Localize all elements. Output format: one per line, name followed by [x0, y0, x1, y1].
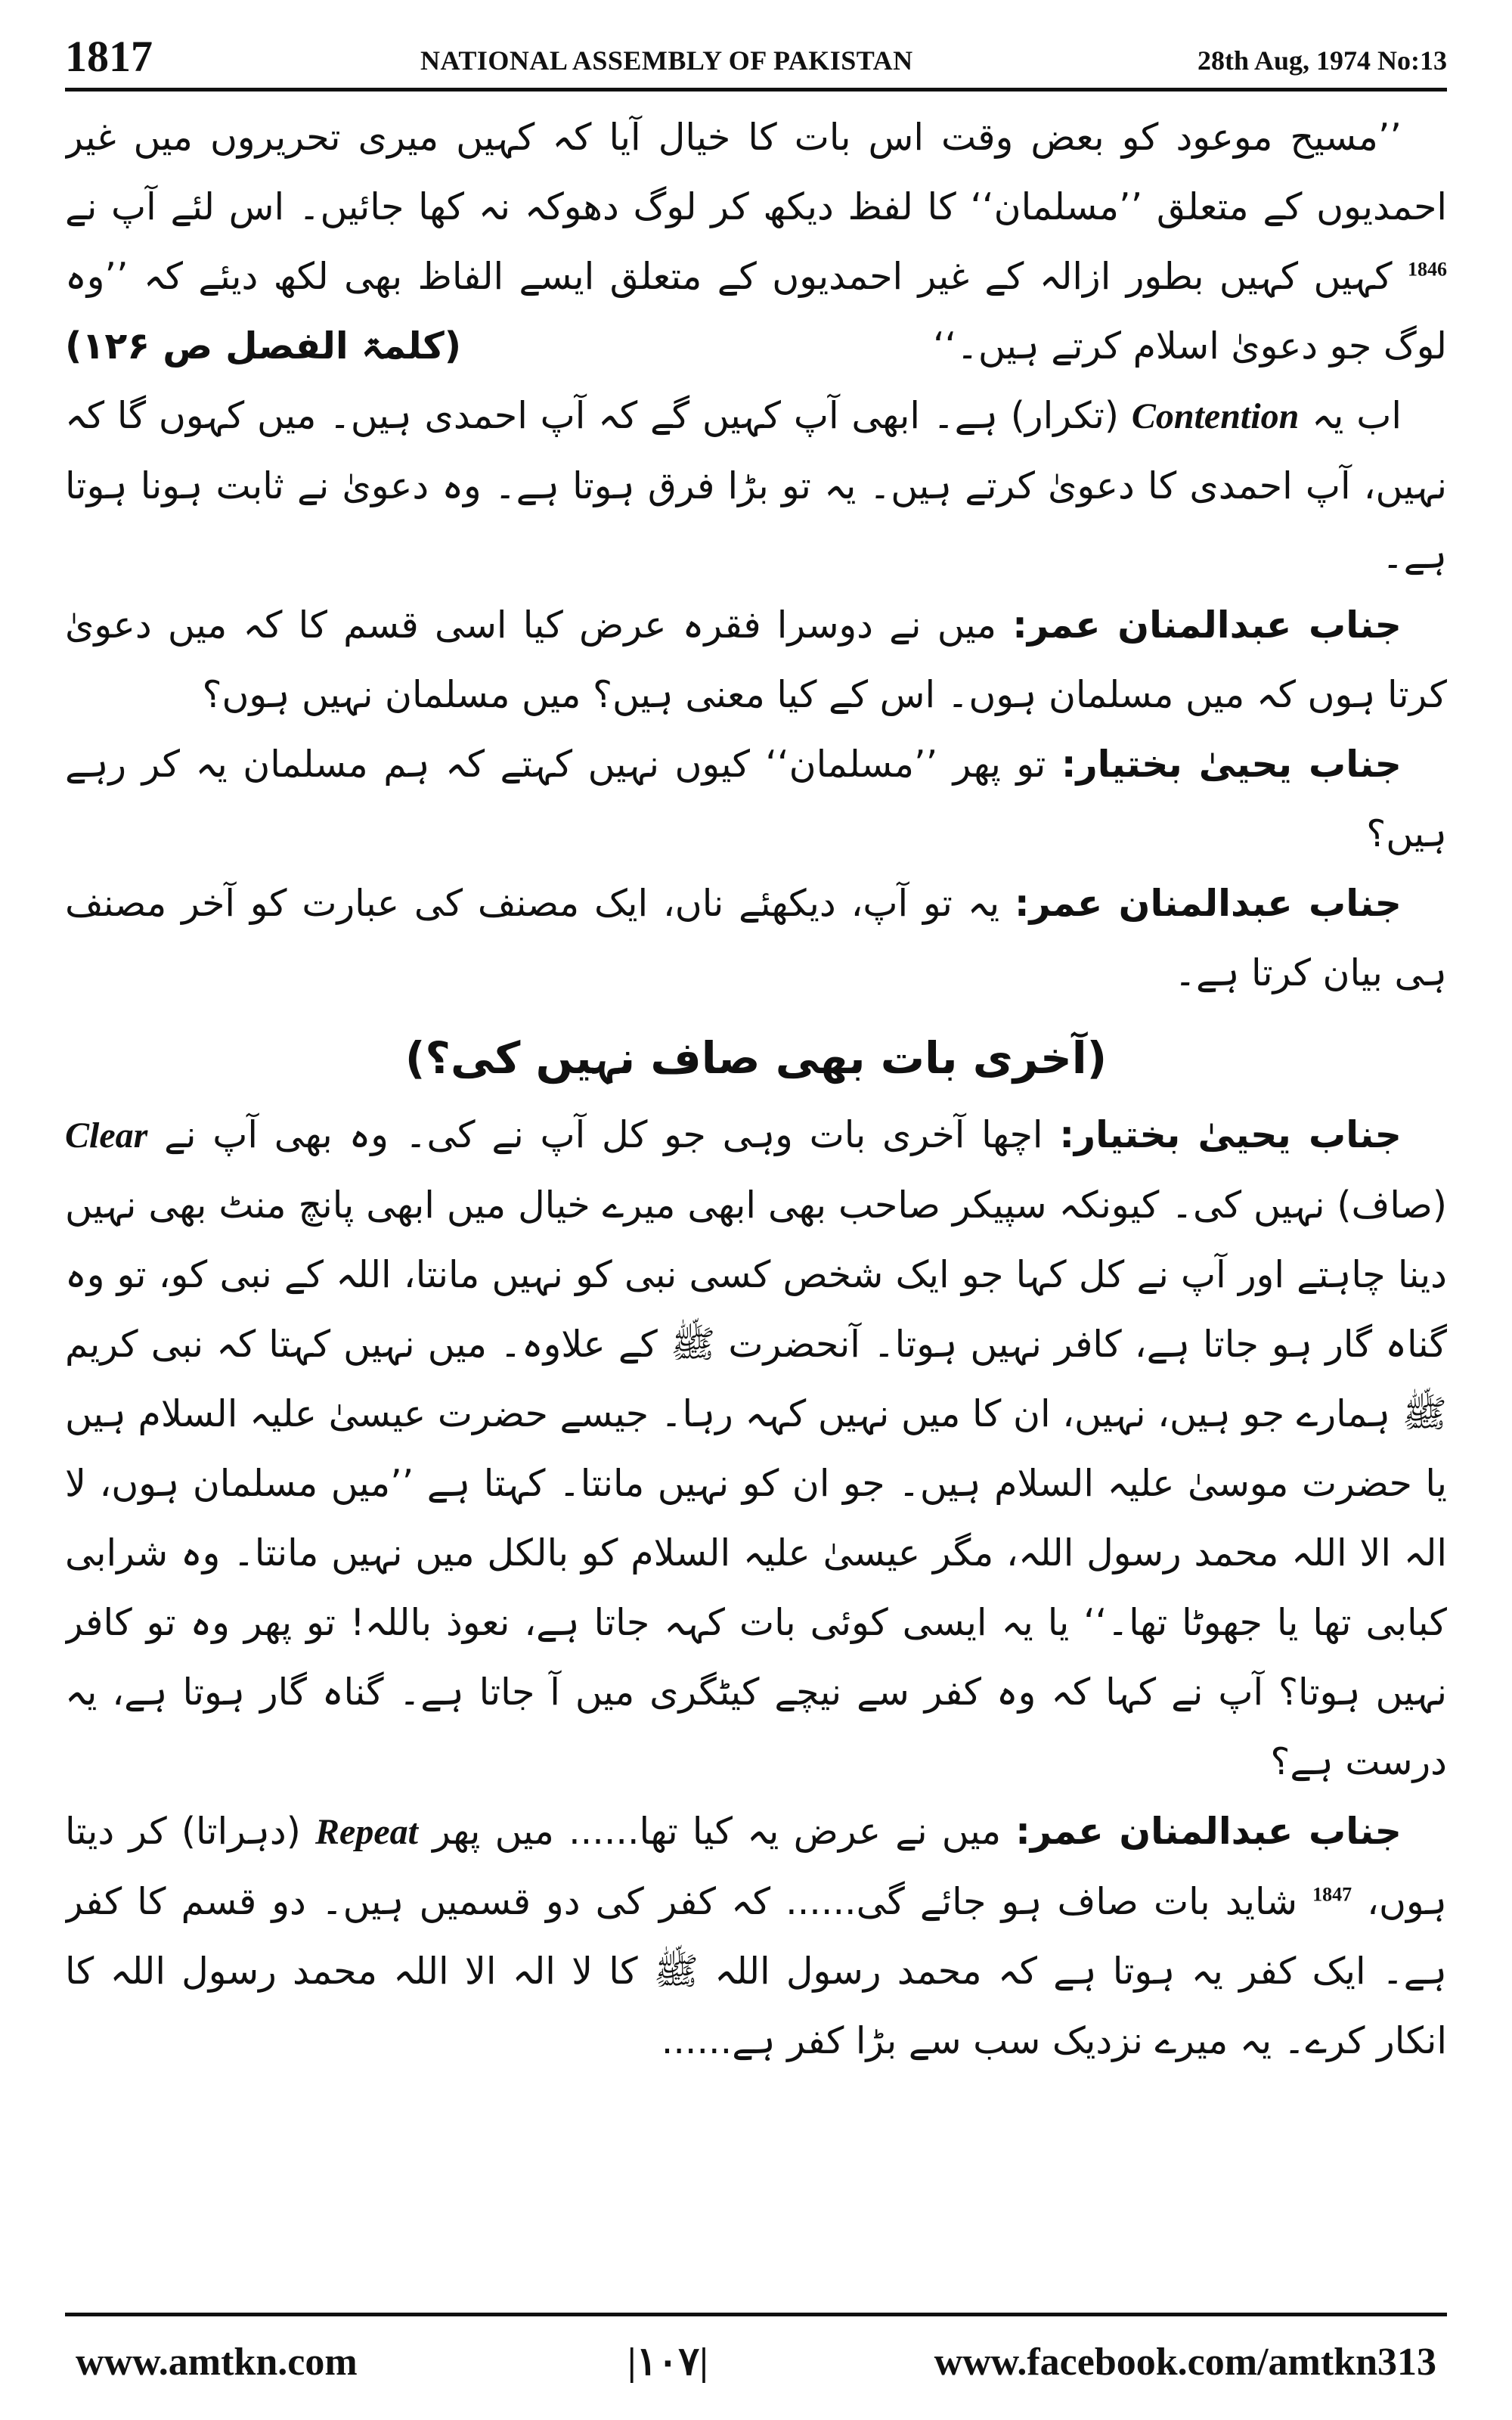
footnote-marker-1846: 1846	[1408, 258, 1447, 281]
header-date: 28th Aug, 1974 No:13	[1197, 45, 1447, 76]
speaker-label: جناب عبدالمنان عمر:	[1014, 882, 1402, 925]
speaker-label: جناب یحییٰ بختیار:	[1059, 1113, 1402, 1156]
page-footer	[76, 2332, 1436, 2393]
english-term-contention: Contention	[1131, 396, 1300, 436]
footer-facebook-link[interactable]: www.facebook.com/amtkn313	[934, 2341, 1436, 2384]
dialogue-paragraph	[65, 730, 1447, 869]
quoted-paragraph	[65, 103, 1447, 381]
dialogue-text: تو پھر ’’مسلمان‘‘ کیوں نہیں کہتے کہ ہم مسلمان یہ کر رہے ہیں؟	[65, 743, 1447, 855]
contention-text-part-1: اب یہ	[1312, 394, 1402, 437]
dialogue-paragraph	[65, 1100, 1447, 1797]
dialogue-paragraph	[65, 591, 1447, 730]
footer-website-link[interactable]: www.amtkn.com	[76, 2341, 358, 2384]
page-body	[65, 103, 1447, 2281]
dialogue-text-part-1: اچھا آخری بات وہی جو کل آپ نے کی۔ وہ بھی آپ نے	[164, 1113, 1043, 1156]
section-heading: (آخری بات بھی صاف نہیں کی؟)	[404, 1032, 1108, 1084]
footer-page-index: |۱۰۷|	[627, 2341, 708, 2384]
dialogue-paragraph	[65, 869, 1447, 1008]
english-term-clear: Clear	[65, 1115, 148, 1156]
dialogue-paragraph	[65, 1797, 1447, 2076]
dialogue-text-part-3: شاید بات صاف ہو جائے گی...... کہ کفر کی دو قسمیں ہیں۔ دو قسم کا کفر ہے۔ ایک کفر یہ ہوتا ہے کہ محمد رسول اللہ ﷺ کا لا الہ الا اللہ محمد رسول اللہ کا انکار کرے۔ یہ میرے نزدیک سب سے بڑا کفر ہے......	[65, 1880, 1447, 2062]
dialogue-text: میں نے دوسرا فقرہ عرض کیا اسی قسم کا کہ میں دعویٰ کرتا ہوں کہ میں مسلمان ہوں۔ اس کے کیا معنی ہیں؟ میں مسلمان نہیں ہوں؟	[65, 603, 1447, 716]
header-rule	[65, 88, 1447, 92]
citation: (کلمۃ الفصل ص ۱۲۶)	[65, 324, 462, 368]
speaker-label: جناب یحییٰ بختیار:	[1061, 743, 1402, 786]
quote-text-part-2: کہیں کہیں بطور ازالہ کے غیر احمدیوں کے متعلق ایسے الفاظ بھی لکھ دیئے کہ ’’وہ لوگ جو دعویٰ اسلام کرتے ہیں۔‘‘	[65, 255, 1447, 368]
dialogue-text-part-1: میں نے عرض یہ کیا تھا...... میں پھر	[432, 1810, 1002, 1853]
speaker-label: جناب عبدالمنان عمر:	[1012, 603, 1402, 647]
english-term-repeat: Repeat	[315, 1812, 418, 1852]
page-header	[65, 30, 1447, 83]
footnote-marker-1847: 1847	[1312, 1883, 1352, 1906]
footer-rule	[65, 2313, 1447, 2316]
dialogue-text: یہ تو آپ، دیکھئے ناں، ایک مصنف کی عبارت کو آخر مصنف ہی بیان کرتا ہے۔	[65, 882, 1447, 994]
quote-text-part-1: ’’مسیح موعود کو بعض وقت اس بات کا خیال آیا کہ کہیں میری تحریروں میں غیر احمدیوں کے متعلق ’’مسلمان‘‘ کا لفظ دیکھ کر لوگ دھوکہ نہ کھا جائیں۔ اس لئے آپ نے	[65, 116, 1447, 228]
dialogue-text-part-2: (صاف) نہیں کی۔ کیونکہ سپیکر صاحب بھی ابھی میرے خیال میں ابھی پانچ منٹ بھی نہیں دینا چاہتے اور آپ نے کل کہا جو ایک شخص کسی نبی کو نہیں مانتا، اللہ کے نبی کو، تو وہ گناہ گار ہو جاتا ہے، کافر نہیں ہوتا۔ آنحضرت ﷺ کے علاوہ۔ میں نہیں کہتا کہ نبی کریم ﷺ ہمارے جو ہیں، نہیں، ان کا میں نہیں کہہ رہا۔ جیسے حضرت عیسیٰ علیہ السلام ہیں یا حضرت موسیٰ علیہ السلام ہیں۔ جو ان کو نہیں مانتا۔ کہتا ہے ’’میں مسلمان ہوں، لا الہ الا اللہ محمد رسول اللہ، مگر عیسیٰ علیہ السلام کو بالکل میں نہیں مانتا۔ وہ شرابی کبابی تھا یا جھوٹا تھا۔‘‘ یا یہ ایسی کوئی بات کہہ جاتا ہے، نعوذ باللہ! تو پھر وہ تو کافر نہیں ہوتا؟ آپ نے کہا کہ وہ کفر سے نیچے کیٹگری میں آ جاتا ہے۔ گناہ گار ہوتا ہے، یہ درست ہے؟	[65, 1184, 1447, 1783]
speaker-label: جناب عبدالمنان عمر:	[1015, 1810, 1402, 1853]
contention-text-part-2: (تکرار) ہے۔ ابھی آپ کہیں گے کہ آپ احمدی ہیں۔ میں کہوں گا کہ نہیں، آپ احمدی کا دعویٰ کرتے ہیں۔ یہ تو بڑا فرق ہوتا ہے۔ وہ دعویٰ نے ثابت ہونا ہوتا ہے۔	[65, 394, 1447, 577]
dialogue-text-part-2: (دہراتا) کر دیتا ہوں،	[65, 1810, 1447, 1923]
page-number: 1817	[65, 32, 153, 81]
header-title: NATIONAL ASSEMBLY OF PAKISTAN	[420, 45, 913, 76]
contention-paragraph	[65, 381, 1447, 591]
